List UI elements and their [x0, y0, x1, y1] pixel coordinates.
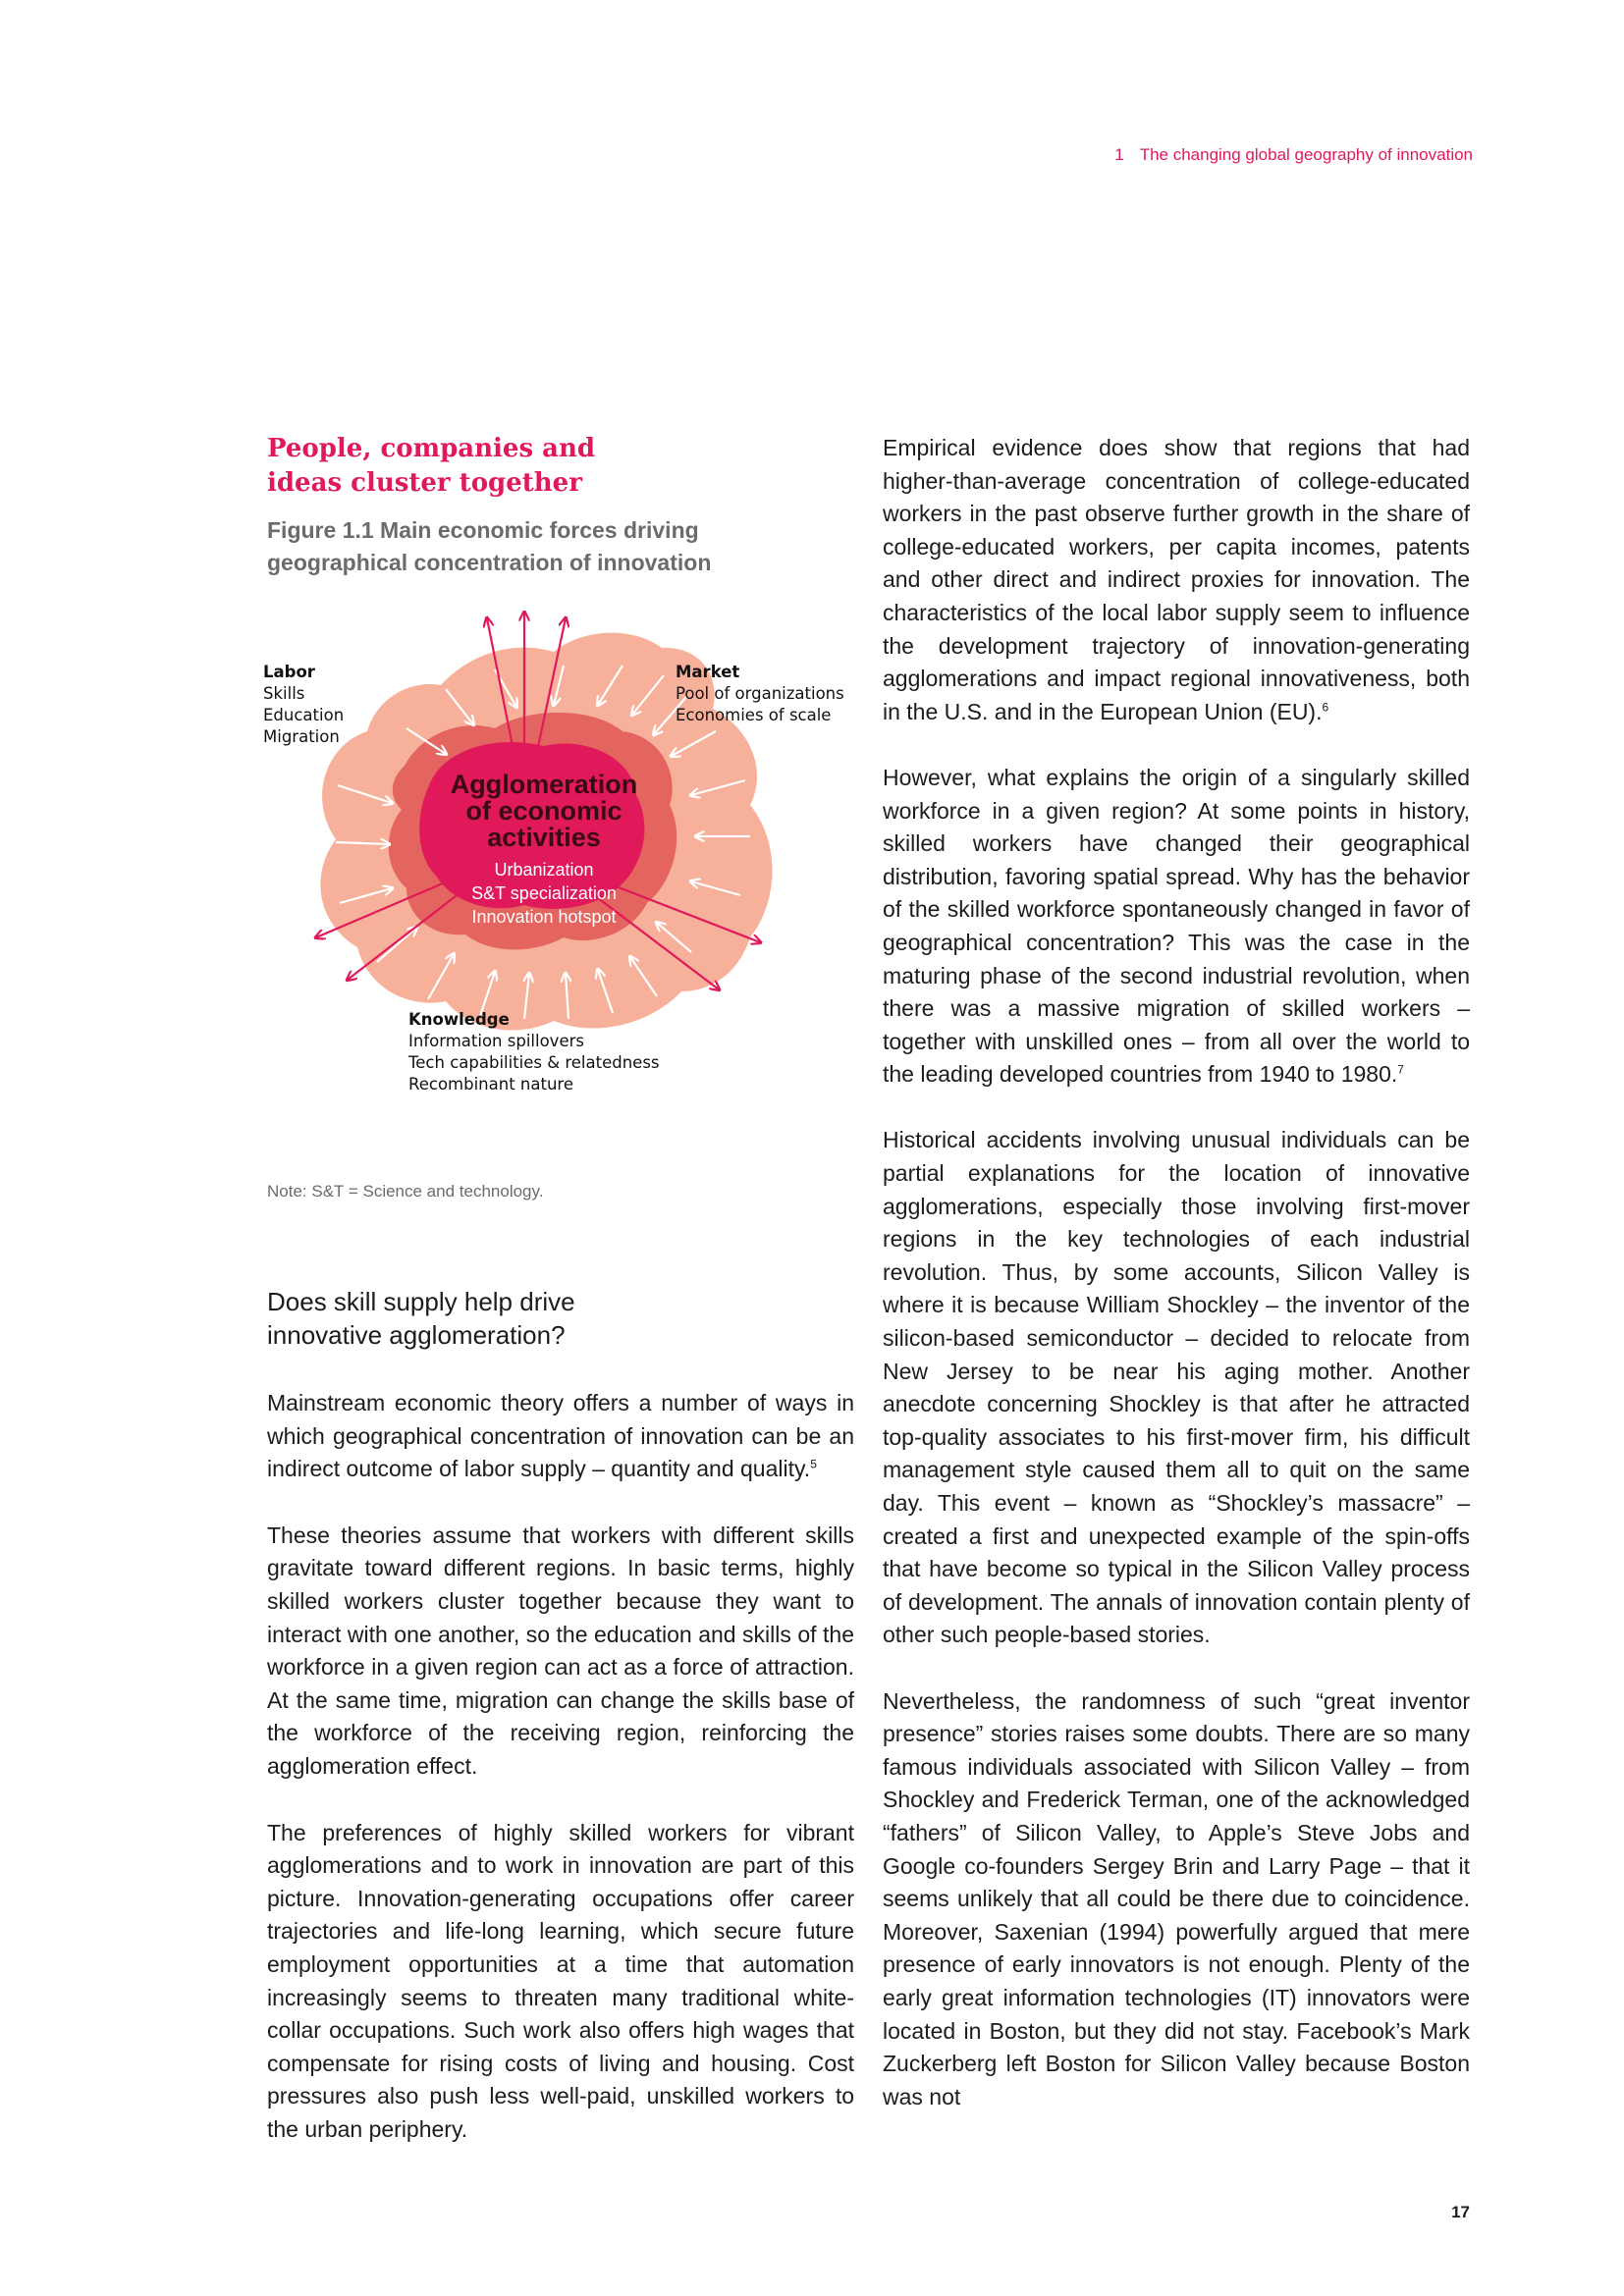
footnote-ref: 6	[1322, 700, 1329, 715]
market-item: Pool of organizations	[676, 684, 844, 703]
center-title-line: of economic	[465, 796, 623, 826]
figure-title-line: geographical concentration of innovation	[267, 550, 712, 575]
figure-title-line: Figure 1.1 Main economic forces driving	[267, 517, 699, 543]
figure-note: Note: S&T = Science and technology.	[267, 1182, 544, 1201]
market-label	[676, 662, 844, 726]
body-paragraph	[883, 432, 1470, 728]
page-number: 17	[1451, 2203, 1470, 2221]
paragraph-text: Empirical evidence does show that regions that had higher-than-average concentration of college-educated workers in the past observe further growth in the share of college-educated workers, per capita incomes, patents and other direct and indirect proxies for innovation. The characteristics of the local labor supply seem to influence the development trajectory of innovation-generating agglomerations and impact regional innovativeness, both in the U.S. and in the European Union (EU).	[883, 435, 1470, 724]
figure-title	[267, 514, 854, 579]
subhead-line: innovative agglomeration?	[267, 1320, 566, 1350]
market-heading: Market	[676, 663, 740, 681]
body-paragraph: The preferences of highly skilled workers for vibrant agglomerations and to work in innovation are part of this picture. Innovation-generating occupations offer career trajectories and life-long learning, which secure future employment opportunities at a time that automation increasingly seems to threaten many traditional white-collar occupations. Such work also offers high wages that compensate for rising costs of living and housing. Cost pressures also push less well-paid, unskilled workers to the urban periphery.	[267, 1819, 854, 2142]
paragraph-text: However, what explains the origin of a singularly skilled workforce in a given region? At some points in history, skilled workers have changed their geographical distribution, favoring spatial spread. Why has the behavior of the skilled workforce spontaneously changed in favor of geographical concentration? This was the case in the maturing phase of the second industrial revolution, when there was a massive migration of skilled workers – together with unskilled ones – from all over the world to the leading developed countries from 1940 to 1980.	[883, 764, 1470, 1088]
body-paragraph	[883, 762, 1470, 1092]
center-item: Innovation hotspot	[471, 907, 617, 927]
labor-heading: Labor	[263, 663, 315, 681]
section-title	[267, 432, 854, 501]
running-header	[884, 145, 1473, 165]
paragraph-text: Mainstream economic theory offers a number of ways in which geographical concentration of innovation can be an indirect outcome of labor supply – quantity and quality.	[267, 1390, 854, 1482]
footnote-ref: 7	[1397, 1062, 1404, 1077]
labor-label	[263, 662, 344, 748]
labor-item: Skills	[263, 684, 305, 703]
center-item: S&T specialization	[471, 883, 617, 903]
section-title-line: People, companies and	[267, 434, 596, 463]
chapter-title: The changing global geography of innovation	[1139, 145, 1473, 164]
knowledge-heading: Knowledge	[408, 1010, 510, 1029]
body-paragraph: These theories assume that workers with different skills gravitate toward different regions. In basic terms, highly skilled workers cluster together because they want to interact with one another, so the education and skills of the workforce in a given region can act as a force of attraction. At the same time, migration can change the skills base of the workforce of the receiving region, reinforcing the agglomeration effect.	[267, 1522, 854, 1779]
body-paragraph: Nevertheless, the randomness of such “great inventor presence” stories raises some doubts. There are so many famous individuals associated with Silicon Valley – from Shockley and Frederick Terman, one of the acknowledged “fathers” of Silicon Valley, to Apple’s Steve Jobs and Google co-founders Sergey Brin and Larry Page – that it seems unlikely that all could be there due to coincidence. Moreover, Saxenian (1994) powerfully argued that mere presence of early innovators is not enough. Plenty of the early great information technologies (IT) innovators were located in Boston, but they did not stay. Facebook’s Mark Zuckerberg left Boston for Silicon Valley because Boston was not	[883, 1687, 1470, 2109]
knowledge-item: Tech capabilities & relatedness	[408, 1053, 660, 1072]
center-title-line: activities	[487, 823, 601, 852]
section-title-line: ideas cluster together	[267, 468, 582, 498]
labor-item: Migration	[263, 727, 340, 746]
body-paragraph	[267, 1387, 854, 1486]
knowledge-item: Information spillovers	[408, 1032, 584, 1050]
center-item: Urbanization	[494, 860, 594, 880]
center-title-line: Agglomeration	[450, 770, 638, 799]
market-item: Economies of scale	[676, 706, 832, 724]
labor-item: Education	[263, 706, 345, 724]
knowledge-item: Recombinant nature	[408, 1075, 573, 1094]
subsection-heading	[267, 1285, 854, 1352]
right-column	[883, 432, 1470, 2113]
footnote-ref: 5	[810, 1457, 817, 1471]
agglomeration-diagram	[259, 609, 868, 1158]
chapter-number: 1	[1114, 145, 1124, 164]
knowledge-label	[408, 1009, 660, 1095]
subhead-line: Does skill supply help drive	[267, 1287, 575, 1316]
left-column	[263, 432, 854, 2146]
body-paragraph: Historical accidents involving unusual individuals can be partial explanations for the location of innovative agglomerations, especially those involving first-mover regions in the key technologies of each industrial revolution. Thus, by some accounts, Silicon Valley is where it is because William Shockley – the inventor of the silicon-based semiconductor – decided to relocate from New Jersey to be near his aging mother. Another anecdote concerning Shockley is that after he attracted top-quality associates to his first-mover firm, his difficult management style caused them all to quit on the same day. This event – known as “Shockley’s massacre” – created a first and unexpected example of the spin-offs that have become so typical in the Silicon Valley process of development. The annals of innovation contain plenty of other such people-based stories.	[883, 1127, 1470, 1648]
